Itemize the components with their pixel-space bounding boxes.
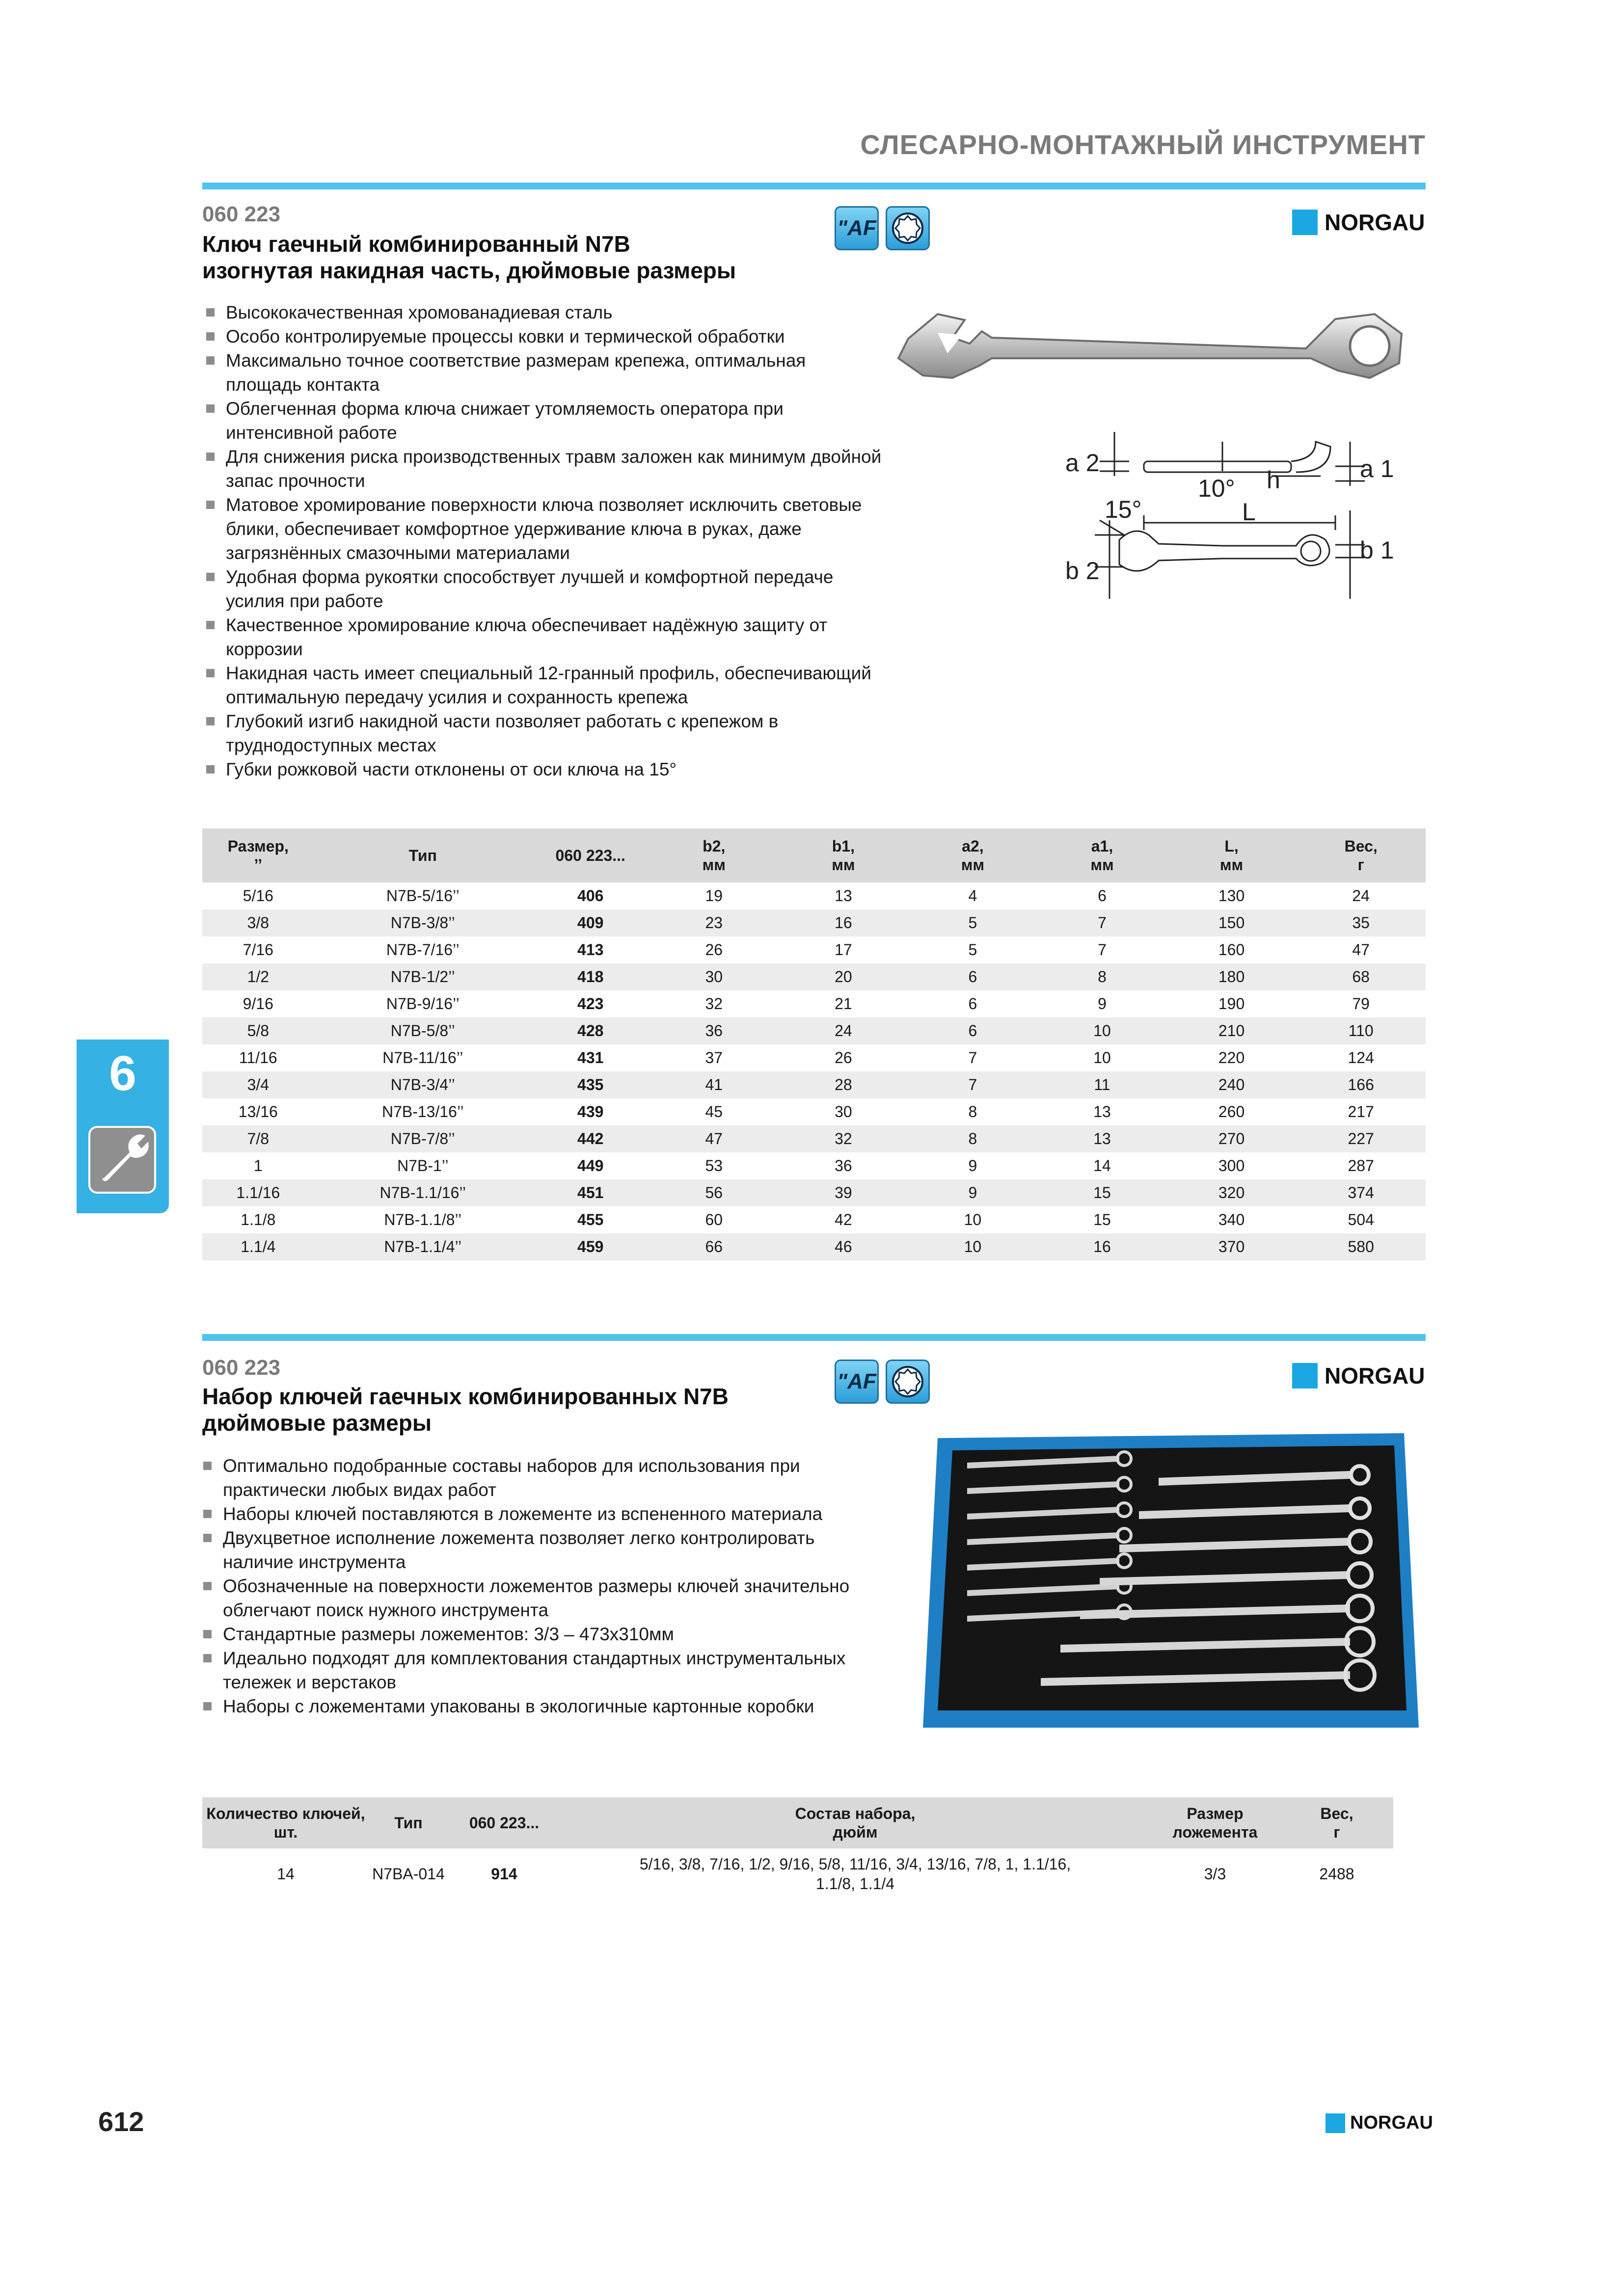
table-cell: 287 (1348, 1157, 1374, 1175)
table-cell: 46 (779, 1233, 908, 1260)
table-row (202, 990, 1426, 1017)
table-cell: 13 (835, 887, 852, 905)
table-cell: 16 (779, 909, 908, 936)
col-type: Тип (314, 828, 532, 882)
top-rule (202, 183, 1426, 189)
col-type: Тип (369, 1797, 448, 1848)
table-cell: 340 (1218, 1211, 1245, 1228)
table-cell: 10 (964, 1211, 982, 1228)
table-cell: 260 (1218, 1103, 1245, 1121)
cell-qty: 14 (277, 1865, 295, 1883)
dimension-diagram (1065, 432, 1409, 609)
table-cell: 41 (649, 1071, 779, 1098)
col-b1: b1, мм (779, 828, 908, 882)
cell-type: N7BA-014 (372, 1865, 445, 1883)
feature-item: Удобная форма рукоятки способствует лучшей и комфортной передаче усилия при работе (205, 565, 883, 613)
brand-name: NORGAU (1350, 2112, 1433, 2133)
table-cell: N7B-3/8’’ (314, 909, 532, 936)
feature-item: Глубокий изгиб накидной части позволяет работать с крепежом в труднодоступных местах (205, 709, 883, 757)
table-cell: 7 (908, 1071, 1038, 1098)
table-cell: 66 (649, 1233, 779, 1260)
table-cell: N7B-5/8’’ (314, 1017, 532, 1044)
table-cell: 5 (908, 909, 1038, 936)
set-feature-list (202, 1454, 870, 1718)
feature-item: Облегченная форма ключа снижает утомляемость оператора при интенсивной работе (205, 397, 883, 445)
af-inch-badge: "AF (835, 1360, 879, 1404)
feature-list (205, 300, 883, 781)
feature-item: Для снижения риска производственных травм заложен как минимум двойной запас прочности (205, 445, 883, 493)
brand-name: NORGAU (1325, 210, 1425, 235)
chapter-number: 6 (109, 1046, 136, 1101)
brand-logo (1292, 209, 1425, 236)
table-cell: N7B-1.1/8’’ (384, 1211, 462, 1228)
table-cell: 20 (779, 963, 908, 990)
table-cell: 150 (1167, 909, 1297, 936)
table-cell: N7B-7/8’’ (314, 1125, 532, 1152)
table-cell: 30 (649, 963, 779, 990)
table-row (202, 909, 1426, 936)
table-cell: 270 (1167, 1125, 1297, 1152)
table-cell: 455 (577, 1211, 604, 1228)
feature-item: Матовое хромирование поверхности ключа позволяет исключить световые блики, обеспечивает комфортное удерживание ключа в руках, даже загрязнённых смазочными материалами (205, 493, 883, 565)
wrench-icon (88, 1126, 156, 1194)
feature-item: Оптимально подобранные составы наборов для использования при практически любых видах работ (202, 1454, 870, 1502)
table-cell: 36 (835, 1157, 852, 1175)
cell-tray-size: 3/3 (1204, 1865, 1226, 1883)
table-cell: 4 (968, 887, 977, 905)
cell-weight: 2488 (1319, 1865, 1354, 1883)
table-row (202, 882, 1426, 909)
table-cell: 7 (1098, 941, 1107, 959)
table-cell: 11/16 (239, 1049, 277, 1067)
feature-item: Накидная часть имеет специальный 12-гранный профиль, обеспечивающий оптимальную передачу усилия и сохранность крепежа (205, 661, 883, 709)
badge-group-2 (835, 1360, 930, 1404)
table-cell: 442 (532, 1125, 649, 1152)
table-cell: 39 (779, 1179, 908, 1206)
table-cell: 37 (705, 1049, 723, 1067)
brand-square-icon (1292, 1363, 1318, 1388)
table-header-row (202, 828, 1426, 882)
col-weight: Вес, г (1296, 828, 1426, 882)
spec-table (202, 828, 1426, 1260)
table-cell: 47 (1352, 941, 1370, 959)
table-cell: N7B-7/16’’ (386, 941, 460, 959)
feature-item: Особо контролируемые процессы ковки и термической обработки (205, 324, 883, 348)
col-tray-size: Размер ложемента (1150, 1797, 1280, 1848)
table-cell: 35 (1296, 909, 1426, 936)
cell-article: 914 (491, 1865, 517, 1883)
table-cell: 1.1/8 (241, 1211, 276, 1228)
table-cell: 227 (1296, 1125, 1426, 1152)
label-15deg: 15° (1105, 496, 1142, 523)
table-cell: 47 (649, 1125, 779, 1152)
table-cell: 60 (705, 1211, 723, 1228)
table-cell: 1.1/16 (202, 1179, 314, 1206)
label-b1: b 1 (1360, 536, 1394, 564)
col-b2: b2, мм (649, 828, 779, 882)
table-row (202, 1179, 1426, 1206)
product-title (202, 231, 736, 284)
table-cell: 21 (835, 995, 852, 1013)
table-cell: 8 (968, 1103, 977, 1121)
table-cell: 240 (1167, 1071, 1297, 1098)
table-cell: 409 (532, 909, 649, 936)
col-weight: Вес, г (1280, 1797, 1393, 1848)
table-cell: 10 (1093, 1049, 1111, 1067)
chapter-tab (77, 1040, 169, 1213)
brand-name: NORGAU (1325, 1363, 1425, 1388)
table-cell: 5 (968, 941, 977, 959)
table-cell: 15 (1093, 1211, 1111, 1228)
table-row (202, 1125, 1426, 1152)
table-row (202, 1848, 1393, 1899)
col-a2: a2, мм (908, 828, 1038, 882)
footer-brand (1325, 2112, 1433, 2134)
page-number: 612 (98, 2106, 144, 2137)
feature-item: Губки рожковой части отклонены от оси ключа на 15° (205, 757, 883, 781)
table-cell: 7 (1037, 909, 1167, 936)
table-cell: 19 (705, 887, 723, 905)
table-row (202, 1098, 1426, 1125)
table-cell: 210 (1167, 1017, 1297, 1044)
table-cell: 24 (779, 1017, 908, 1044)
table-cell: 580 (1296, 1233, 1426, 1260)
table-cell: 6 (908, 963, 1038, 990)
table-cell: 435 (532, 1071, 649, 1098)
table-row (202, 936, 1426, 963)
label-L: L (1242, 498, 1256, 526)
table-cell: 451 (532, 1179, 649, 1206)
table-cell: N7B-3/4’’ (314, 1071, 532, 1098)
col-composition: Состав набора, дюйм (561, 1797, 1150, 1848)
feature-item: Двухцветное исполнение ложемента позволяет легко контролировать наличие инструмента (202, 1526, 870, 1574)
table-cell: 374 (1296, 1179, 1426, 1206)
cell-composition: 5/16, 3/8, 7/16, 1/2, 9/16, 5/8, 11/16, 3/4, 13/16, 7/8, 1, 1.1/16, 1.1/8, 1.1/4 (639, 1855, 1071, 1893)
feature-item: Максимально точное соответствие размерам крепежа, оптимальная площадь контакта (205, 348, 883, 397)
twelve-point-icon (886, 1360, 930, 1404)
table-cell: N7B-1/2’’ (314, 963, 532, 990)
af-inch-badge: "AF (835, 206, 879, 250)
table-cell: N7B-9/16’’ (386, 995, 460, 1013)
table-cell: 6 (1098, 887, 1107, 905)
table-cell: 7 (968, 1049, 977, 1067)
product-title-line1: Ключ гаечный комбинированный N7B (202, 231, 630, 257)
table-cell: 7/8 (202, 1125, 314, 1152)
table-cell: 32 (779, 1125, 908, 1152)
table-cell: 449 (577, 1157, 604, 1175)
table-row (202, 1044, 1426, 1071)
table-cell: 26 (835, 1049, 852, 1067)
table-cell: 14 (1093, 1157, 1111, 1175)
table-cell: 459 (532, 1233, 649, 1260)
feature-item: Высококачественная хромованадиевая сталь (205, 300, 883, 324)
table-cell: 166 (1296, 1071, 1426, 1098)
twelve-point-icon (886, 206, 930, 250)
table-cell: 13 (1037, 1125, 1167, 1152)
col-a1: a1, мм (1037, 828, 1167, 882)
table-cell: 320 (1167, 1179, 1297, 1206)
table-cell: 1 (253, 1157, 263, 1175)
set-title-line2: дюймовые размеры (202, 1410, 432, 1436)
table-row (202, 1233, 1426, 1260)
table-cell: N7B-1’’ (397, 1157, 449, 1175)
table-cell: 45 (705, 1103, 723, 1121)
product-code: 060 223 (202, 202, 281, 226)
feature-item: Качественное хромирование ключа обеспечивает надёжную защиту от коррозии (205, 613, 883, 661)
table-cell: 9 (908, 1179, 1038, 1206)
col-L: L, мм (1167, 828, 1297, 882)
category-title: СЛЕСАРНО-МОНТАЖНЫЙ ИНСТРУМЕНТ (860, 129, 1426, 160)
col-qty: Количество ключей, шт. (202, 1797, 369, 1848)
table-cell: N7B-1.1/4’’ (314, 1233, 532, 1260)
table-cell: 428 (532, 1017, 649, 1044)
table-cell: 3/8 (202, 909, 314, 936)
table-cell: 30 (835, 1103, 852, 1121)
table-cell: 8 (908, 1125, 1038, 1152)
set-code: 060 223 (202, 1356, 281, 1380)
table-cell: 10 (1037, 1017, 1167, 1044)
table-cell: N7B-13/16’’ (381, 1103, 464, 1121)
table-cell: 9 (968, 1157, 977, 1175)
table-cell: 1.1/4 (202, 1233, 314, 1260)
table-cell: 130 (1218, 887, 1245, 905)
table-row (202, 963, 1426, 990)
table-cell: 79 (1352, 995, 1370, 1013)
badge-group (835, 206, 930, 250)
product-title-line2: изогнутая накидная часть, дюймовые размеры (202, 258, 736, 283)
table-cell: 406 (577, 887, 604, 905)
table-cell: 11 (1037, 1071, 1167, 1098)
table-row (202, 1071, 1426, 1098)
table-cell: 413 (577, 941, 604, 959)
table-cell: 3/4 (202, 1071, 314, 1098)
feature-item: Наборы ключей поставляются в ложементе из вспененного материала (202, 1502, 870, 1526)
col-size: Размер, ’’ (202, 828, 314, 882)
table-cell: 56 (649, 1179, 779, 1206)
tray-photo (923, 1423, 1434, 1742)
table-cell: 431 (577, 1049, 604, 1067)
table-cell: 220 (1218, 1049, 1245, 1067)
table-header-row (202, 1797, 1393, 1848)
set-table (202, 1797, 1393, 1899)
table-cell: 124 (1348, 1049, 1374, 1067)
table-cell: 418 (532, 963, 649, 990)
label-a2: a 2 (1065, 449, 1100, 477)
table-cell: 180 (1167, 963, 1297, 990)
table-cell: 5/8 (202, 1017, 314, 1044)
table-cell: 423 (577, 995, 604, 1013)
table-cell: 504 (1348, 1211, 1374, 1228)
table-cell: 53 (705, 1157, 723, 1175)
col-article: 060 223... (532, 828, 649, 882)
feature-item: Идеально подходят для комплектования стандартных инструментальных тележек и верстаков (202, 1646, 870, 1694)
table-cell: 190 (1218, 995, 1245, 1013)
brand-logo-2 (1292, 1362, 1425, 1389)
feature-item: Наборы с ложементами упакованы в экологичные картонные коробки (202, 1694, 870, 1718)
table-cell: 110 (1296, 1017, 1426, 1044)
table-cell: 160 (1218, 941, 1245, 959)
table-cell: 32 (705, 995, 723, 1013)
table-cell: 439 (577, 1103, 604, 1121)
table-cell: 217 (1348, 1103, 1374, 1121)
brand-square-icon (1325, 2113, 1345, 2133)
section2-rule (202, 1334, 1426, 1341)
table-cell: 10 (908, 1233, 1038, 1260)
table-cell: 9/16 (243, 995, 273, 1013)
table-cell: 5/16 (243, 887, 273, 905)
brand-square-icon (1292, 210, 1318, 235)
table-cell: 23 (649, 909, 779, 936)
col-article: 060 223... (448, 1797, 561, 1848)
table-cell: 370 (1167, 1233, 1297, 1260)
table-cell: N7B-5/16’’ (386, 887, 460, 905)
label-a1: a 1 (1360, 455, 1394, 482)
table-row (202, 1206, 1426, 1233)
feature-item: Обозначенные на поверхности ложементов размеры ключей значительно облегчают поиск нужного инструмента (202, 1574, 870, 1622)
table-cell: 36 (649, 1017, 779, 1044)
set-title-line1: Набор ключей гаечных комбинированных N7B (202, 1384, 729, 1409)
table-cell: N7B-11/16’’ (382, 1049, 463, 1067)
wrench-photo (879, 285, 1424, 402)
table-cell: 15 (1037, 1179, 1167, 1206)
table-cell: 7/16 (243, 941, 273, 959)
label-b2: b 2 (1065, 557, 1100, 585)
table-cell: 300 (1218, 1157, 1245, 1175)
table-cell: 13 (1093, 1103, 1111, 1121)
label-10deg: 10° (1198, 475, 1235, 502)
table-cell: 6 (908, 1017, 1038, 1044)
table-row (202, 1017, 1426, 1044)
table-cell: N7B-1.1/16’’ (314, 1179, 532, 1206)
table-cell: 6 (968, 995, 977, 1013)
set-title (202, 1383, 729, 1436)
table-cell: 24 (1352, 887, 1370, 905)
table-cell: 13/16 (238, 1103, 278, 1121)
feature-item: Стандартные размеры ложементов: 3/3 – 473x310мм (202, 1622, 870, 1646)
table-cell: 42 (835, 1211, 852, 1228)
label-h: h (1267, 466, 1280, 494)
table-cell: 8 (1037, 963, 1167, 990)
table-cell: 28 (779, 1071, 908, 1098)
table-cell: 16 (1037, 1233, 1167, 1260)
table-cell: 9 (1098, 995, 1107, 1013)
table-cell: 26 (705, 941, 723, 959)
table-cell: 68 (1296, 963, 1426, 990)
table-row (202, 1152, 1426, 1179)
table-cell: 1/2 (202, 963, 314, 990)
table-cell: 17 (835, 941, 852, 959)
